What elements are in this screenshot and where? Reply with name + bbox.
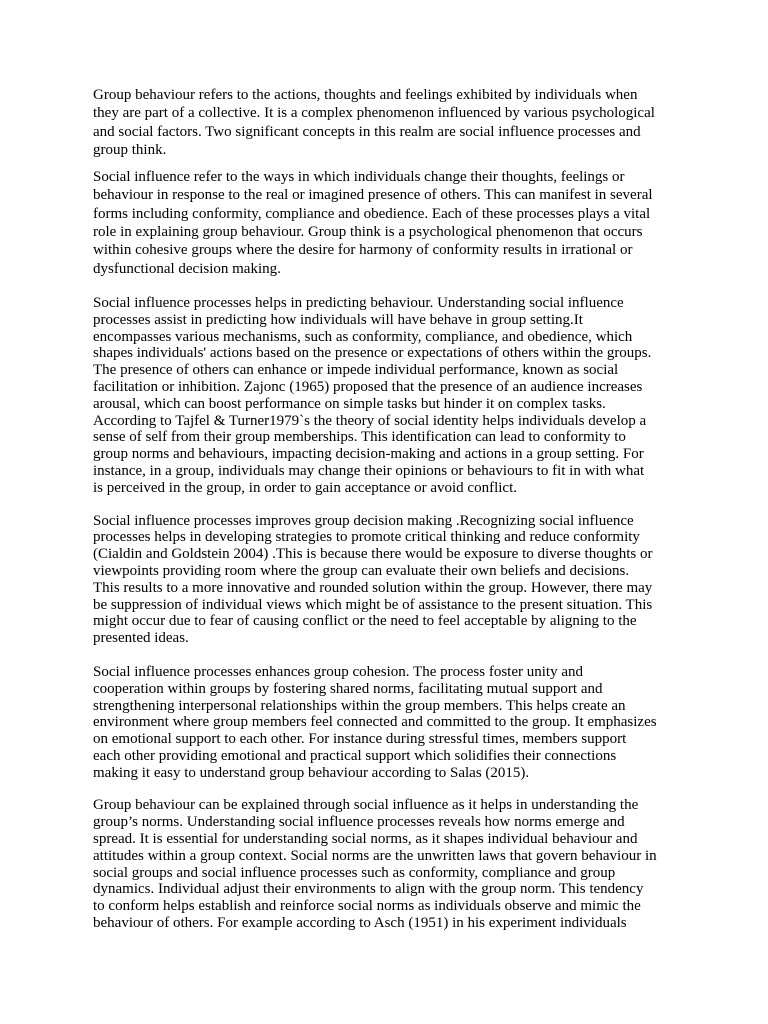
paragraph-intro: Group behaviour refers to the actions, thoughts and feelings exhibited by individuals when they are part of a collective. It is a complex phenomenon influenced by various psychological and social factors. Two significant concepts in this realm are social influence processes and group think. [93,87,655,158]
paragraph-predicting-behaviour: Social influence processes helps in predicting behaviour. Understanding social influence processes assist in predicting how individuals will have behave in group setting.It encompasses various mechanisms, such as conformity, compliance, and obedience, which shapes individuals' actions based on the presence or expectations of others within the groups. The presence of others can enhance or impede individual performance, known as social facilitation or inhibition. Zajonc (1965) proposed that the presence of an audience increases arousal, which can boost performance on simple tasks but hinder it on complex tasks. According to Tajfel & Turner1979`s the theory of social identity helps individuals develop a sense of self from their group memberships. This identification can lead to conformity to group norms and behaviours, impacting decision-making and actions in a group setting. For instance, in a group, individuals may change their opinions or behaviours to fit in with what is perceived in the group, in order to gain acceptance or avoid conflict. [93,294,652,496]
paragraph-decision-making: Social influence processes improves group decision making .Recognizing social influence processes helps in developing strategies to promote critical thinking and reduce conformity (Cialdin and Goldstein 2004) .This is because there would be exposure to diverse thoughts or viewpoints providing room where the group can evaluate their own beliefs and decisions. This results to a more innovative and rounded solution within the group. However, there may be suppression of individual views which might be of assistance to the present situation. This might occur due to fear of causing conflict or the need to feel acceptable by aligning to the presented ideas. [93,512,653,647]
paragraph-social-influence-definition: Social influence refer to the ways in which individuals change their thoughts, feelings or behaviour in response to the real or imagined presence of others. This can manifest in several forms including conformity, compliance and obedience. Each of these processes plays a vital role in explaining group behaviour. Group think is a psychological phenomenon that occurs within cohesive groups where the desire for harmony of conformity results in irrational or dysfunctional decision making. [93,169,653,277]
paragraph-group-norms: Group behaviour can be explained through social influence as it helps in understanding the group’s norms. Understanding social influence processes reveals how norms emerge and spread. It is essential for understanding social norms, as it shapes individual behaviour and attitudes within a group context. Social norms are the unwritten laws that govern behaviour in social groups and social influence processes such as conformity, compliance and group dynamics. Individual adjust their environments to align with the group norm. This tendency to conform helps establish and reinforce social norms as individuals observe and mimic the behaviour of others. For example according to Asch (1951) in his experiment individuals [93,797,657,932]
document-page [93,86,677,932]
paragraph-group-cohesion: Social influence processes enhances group cohesion. The process foster unity and cooperation within groups by fostering shared norms, facilitating mutual support and strengthening interpersonal relationships within the group members. This helps create an environment where group members feel connected and committed to the group. It emphasizes on emotional support to each other. For instance during stressful times, members support each other providing emotional and practical support which solidifies their connections making it easy to understand group behaviour according to Salas (2015). [93,663,657,781]
